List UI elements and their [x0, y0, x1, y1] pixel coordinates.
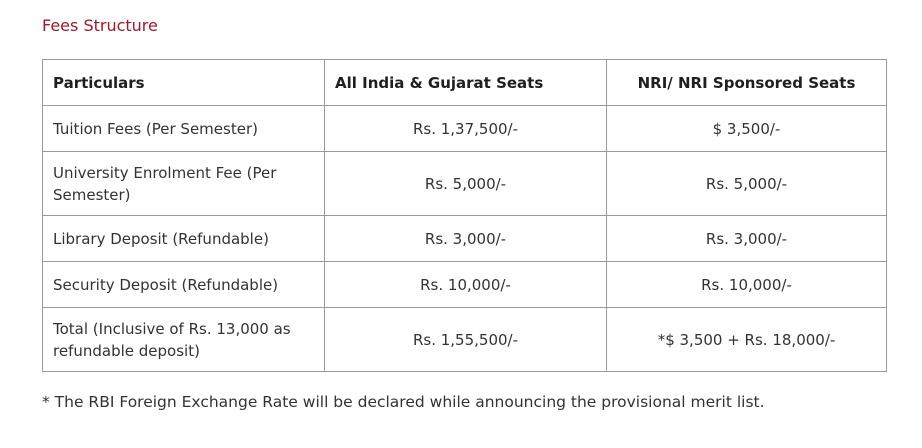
particular-cell: University Enrolment Fee (Per Semester) — [43, 152, 325, 216]
table-row — [43, 152, 887, 216]
particular-cell: Security Deposit (Refundable) — [43, 262, 325, 308]
table-row — [43, 106, 887, 152]
particular-cell: Library Deposit (Refundable) — [43, 216, 325, 262]
india-fee-cell: Rs. 3,000/- — [325, 216, 607, 262]
section-title: Fees Structure — [42, 16, 158, 35]
header-particulars: Particulars — [43, 60, 325, 106]
india-fee-cell: Rs. 10,000/- — [325, 262, 607, 308]
nri-fee-cell: Rs. 3,000/- — [607, 216, 887, 262]
india-fee-cell: Rs. 1,37,500/- — [325, 106, 607, 152]
nri-fee-cell: *$ 3,500 + Rs. 18,000/- — [607, 308, 887, 372]
table-row — [43, 262, 887, 308]
nri-fee-cell: Rs. 10,000/- — [607, 262, 887, 308]
header-all-india-gujarat-seats: All India & Gujarat Seats — [325, 60, 607, 106]
nri-fee-cell: $ 3,500/- — [607, 106, 887, 152]
particular-cell: Tuition Fees (Per Semester) — [43, 106, 325, 152]
particular-cell: Total (Inclusive of Rs. 13,000 as refundable deposit) — [43, 308, 325, 372]
nri-fee-cell: Rs. 5,000/- — [607, 152, 887, 216]
india-fee-cell: Rs. 5,000/- — [325, 152, 607, 216]
fees-table — [42, 59, 887, 372]
table-row — [43, 216, 887, 262]
footnote: * The RBI Foreign Exchange Rate will be declared while announcing the provisional merit list. — [42, 393, 765, 411]
header-nri-sponsored-seats: NRI/ NRI Sponsored Seats — [607, 60, 887, 106]
table-row-total — [43, 308, 887, 372]
india-fee-cell: Rs. 1,55,500/- — [325, 308, 607, 372]
table-header-row — [43, 60, 887, 106]
